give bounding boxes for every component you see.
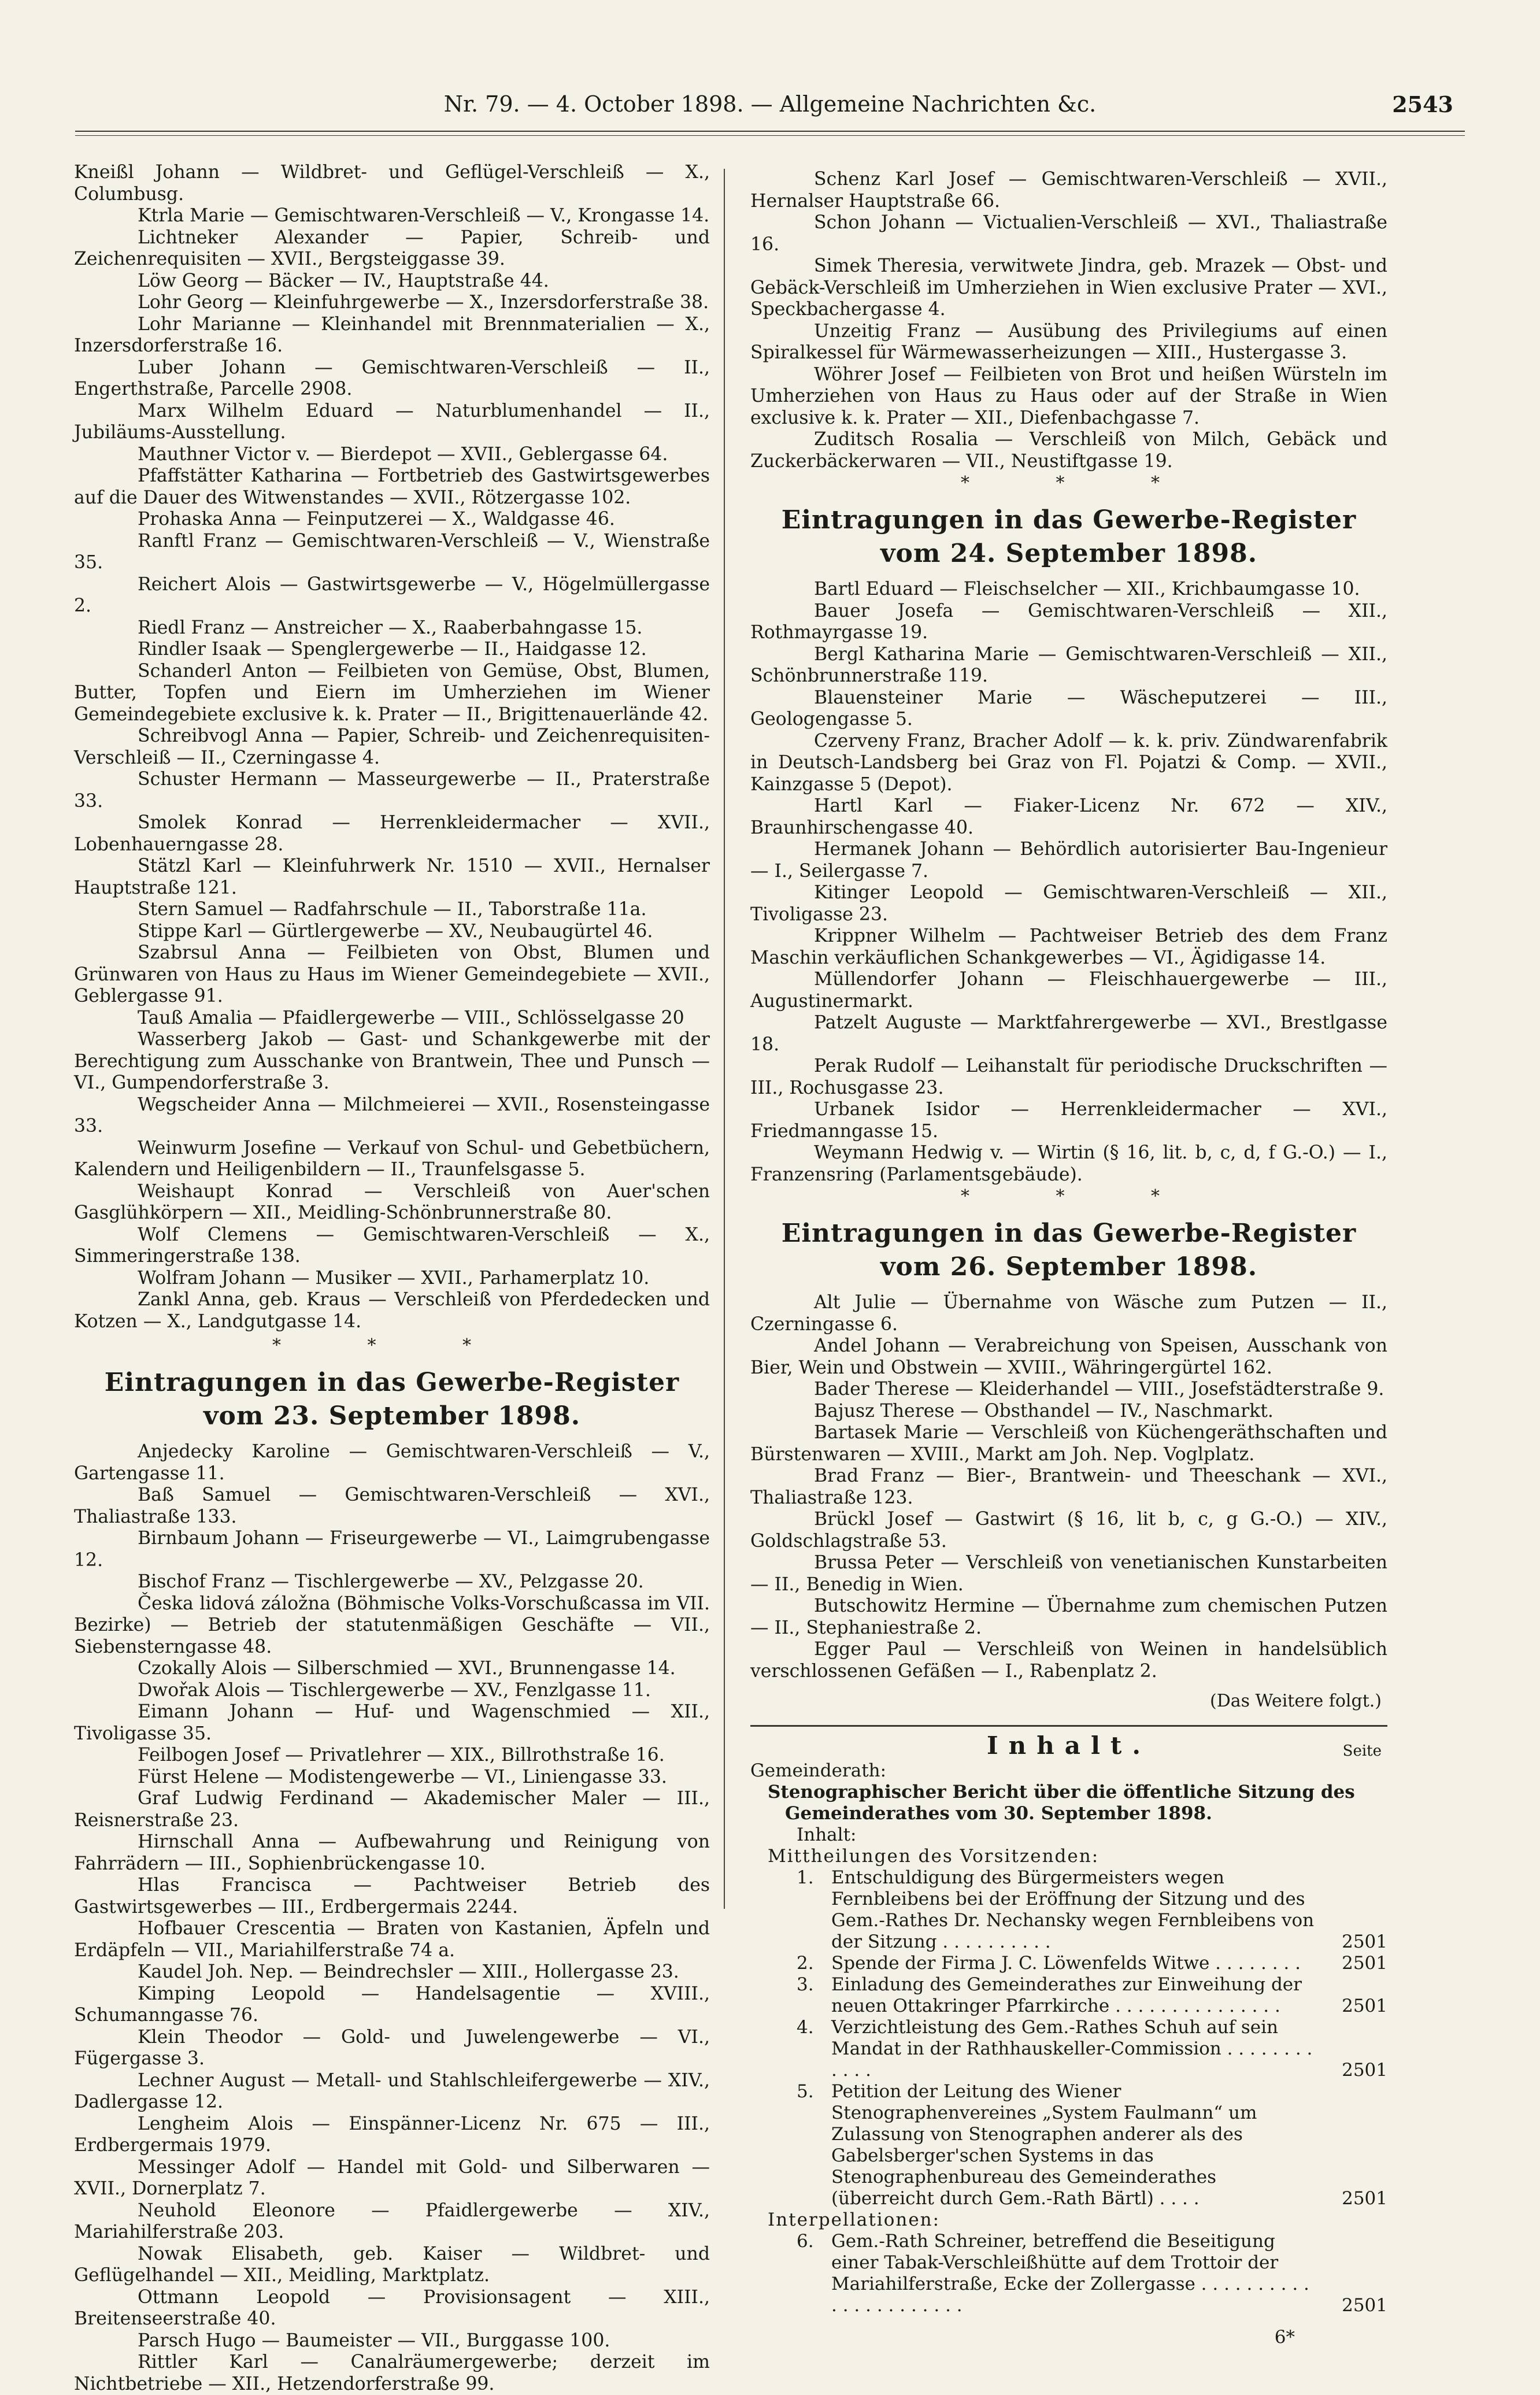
section-sep-26 bbox=[750, 1217, 1387, 1712]
list-item: Alt Julie — Übernahme von Wäsche zum Putzen — II., Czerningasse 6. bbox=[750, 1292, 1387, 1335]
list-item: Bader Therese — Kleiderhandel — VIII., Josefstädterstraße 9. bbox=[814, 1379, 1384, 1400]
list-item: Bauer Josefa — Gemischtwaren-Verschleiß — XII., Rothmayrgasse 19. bbox=[750, 600, 1387, 643]
left-entry-list bbox=[74, 162, 710, 1332]
list-item: Bajusz Therese — Obsthandel — IV., Naschmarkt. bbox=[814, 1400, 1274, 1422]
section-title-line: Eintragungen in das Gewerbe-Register bbox=[104, 1368, 680, 1397]
list-item: Weinwurm Josefine — Verkauf von Schul- und Gebetbüchern, Kalendern und Heiligenbildern — II., Traunfelsgasse 5. bbox=[74, 1137, 710, 1180]
section-title bbox=[74, 1366, 710, 1433]
toc-item-number: 3. bbox=[797, 1974, 814, 1995]
list-item: Hartl Karl — Fiaker-Licenz Nr. 672 — XIV., Braunhirschengasse 40. bbox=[750, 795, 1387, 838]
toc-item-text: Petition der Leitung des Wiener Stenographenvereines „System Faulmann“ um Zulassung von Stenographen anderer als des Gabelsberger'schen Systems in das Stenographenbureau des Gemeinderathes (überreicht durch Gem.-Rath Bärtl) . . . . bbox=[831, 2081, 1257, 2209]
toc-item-number: 1. bbox=[797, 1867, 814, 1888]
list-item: Urbanek Isidor — Herrenkleidermacher — XVI., Friedmanngasse 15. bbox=[750, 1099, 1387, 1142]
list-item: Zankl Anna, geb. Kraus — Verschleiß von Pferdedecken und Kotzen — X., Landgutgasse 14. bbox=[74, 1289, 710, 1332]
list-item: Parsch Hugo — Baumeister — VII., Burggasse 100. bbox=[138, 2330, 610, 2351]
section-title bbox=[750, 504, 1387, 571]
page-header bbox=[69, 87, 1471, 127]
table-of-contents bbox=[750, 1731, 1387, 2348]
list-item: Mauthner Victor v. — Bierdepot — XVII., Geblergasse 64. bbox=[138, 443, 668, 465]
list-item: Reichert Alois — Gastwirtsgewerbe — V., Högelmüllergasse 2. bbox=[74, 573, 710, 616]
section-date: vom 26. September 1898. bbox=[880, 1252, 1258, 1282]
list-item: Löw Georg — Bäcker — IV., Hauptstraße 44. bbox=[138, 270, 549, 291]
list-item: Schreibvogl Anna — Papier, Schreib- und Zeichenrequisiten-Verschleiß — II., Czerningasse 4. bbox=[74, 725, 710, 768]
list-item: Szabrsul Anna — Feilbieten von Obst, Blumen und Grünwaren von Haus zu Haus im Wiener Gemeindegebiete — XVII., Geblergasse 91. bbox=[74, 942, 710, 1006]
toc-item bbox=[797, 2081, 1387, 2209]
list-item: Schenz Karl Josef — Gemischtwaren-Verschleiß — XVII., Hernalser Hauptstraße 66. bbox=[750, 169, 1387, 212]
list-item: Ottmann Leopold — Provisionsagent — XIII., Breitenseerstraße 40. bbox=[74, 2286, 710, 2329]
list-item: Wegscheider Anna — Milchmeierei — XVII., Rosensteingasse 33. bbox=[74, 1094, 710, 1137]
toc-item-page: 2501 bbox=[1342, 2059, 1387, 2081]
toc-item-page: 2501 bbox=[1342, 1931, 1387, 1952]
section-separator: * * * bbox=[272, 1335, 512, 1356]
list-item: Česka lidová záložna (Böhmische Volks-Vorschußcassa im VII. Bezirke) — Betrieb der statutenmäßigen Geschäfte — VII., Siebensterngasse 48. bbox=[74, 1593, 710, 1657]
toc-item-number: 6. bbox=[797, 2230, 814, 2252]
toc-inhalt: Inhalt: bbox=[797, 1824, 857, 1845]
list-item: Pfaffstätter Katharina — Fortbetrieb des Gastwirtsgewerbes auf die Dauer des Witwenstandes — XVII., Rötzergasse 102. bbox=[74, 465, 710, 508]
continued-note: (Das Weitere folgt.) bbox=[1209, 1691, 1382, 1711]
list-item: Stern Samuel — Radfahrschule — II., Taborstraße 11a. bbox=[138, 899, 647, 920]
list-item: Wasserberg Jakob — Gast- und Schankgewerbe mit der Berechtigung zum Ausschanke von Brantwein, Thee und Punsch — VI., Gumpendorferstraße 3. bbox=[74, 1029, 710, 1093]
list-item: Birnbaum Johann — Friseurgewerbe — VI., Laimgrubengasse 12. bbox=[74, 1528, 710, 1571]
list-item: Marx Wilhelm Eduard — Naturblumenhandel — II., Jubiläums-Ausstellung. bbox=[74, 400, 710, 443]
list-item: Lechner August — Metall- und Stahlschleifergewerbe — XIV., Dadlergasse 12. bbox=[74, 2070, 710, 2112]
header-line: Nr. 79. — 4. October 1898. — Allgemeine Nachrichten &c. bbox=[443, 91, 1097, 117]
list-item: Luber Johann — Gemischtwaren-Verschleiß — II., Engerthstraße, Parcelle 2908. bbox=[74, 357, 710, 399]
right-column bbox=[750, 169, 1387, 2348]
right-entry-list bbox=[750, 169, 1387, 472]
list-item: Egger Paul — Verschleiß von Weinen in handelsüblich verschlossenen Gefäßen — I., Rabenplatz 2. bbox=[750, 1639, 1387, 1682]
list-item: Brussa Peter — Verschleiß von venetianischen Kunstarbeiten — II., Benedig in Wien. bbox=[750, 1552, 1387, 1595]
list-item: Lohr Georg — Kleinfuhrgewerbe — X., Inzersdorferstraße 38. bbox=[138, 292, 709, 313]
toc-item-page: 2501 bbox=[1342, 2294, 1387, 2316]
toc-item-page: 2501 bbox=[1342, 1995, 1387, 2016]
list-item: Klein Theodor — Gold- und Juwelengewerbe — VI., Fügergasse 3. bbox=[74, 2026, 710, 2069]
section-sep-24 bbox=[750, 504, 1387, 1186]
list-item: Messinger Adolf — Handel mit Gold- und Silberwaren — XVII., Dornerplatz 7. bbox=[74, 2156, 710, 2199]
toc-bericht: Stenographischer Bericht über die öffentliche Sitzung des Gemeinderathes vom 30. September 1898. bbox=[768, 1781, 1355, 1824]
list-item: Kneißl Johann — Wildbret- und Geflügel-Verschleiß — X., Columbusg. bbox=[74, 162, 710, 205]
page-number: 2543 bbox=[1392, 91, 1453, 117]
list-item: Kimping Leopold — Handelsagentie — XVIII., Schumanngasse 76. bbox=[74, 1983, 710, 2026]
list-item: Feilbogen Josef — Privatlehrer — XIX., Billrothstraße 16. bbox=[138, 1745, 665, 1765]
toc-interpellationen: Interpellationen: bbox=[768, 2209, 941, 2230]
list-item: Simek Theresia, verwitwete Jindra, geb. Mrazek — Obst- und Gebäck-Verschleiß im Umherziehen in Wien exclusive Prater — XVI., Speckbachergasse 4. bbox=[750, 256, 1387, 320]
list-item: Wöhrer Josef — Feilbieten von Brot und heißen Würsteln im Umherziehen von Haus zu Haus oder auf der Straße in Wien exclusive k. k. Prater — XII., Diefenbachgasse 7. bbox=[750, 364, 1387, 428]
list-item: Weishaupt Konrad — Verschleiß von Auer'schen Gasglühkörpern — XII., Meidling-Schönbrunnerstraße 80. bbox=[74, 1180, 710, 1223]
toc-rule bbox=[750, 1725, 1387, 1727]
toc-item-text: Spende der Firma J. C. Löwenfelds Witwe . . . . . . . . bbox=[831, 1952, 1301, 1974]
list-item: Rindler Isaak — Spenglergewerbe — II., Haidgasse 12. bbox=[138, 639, 647, 660]
toc-item-text: Gem.-Rath Schreiner, betreffend die Beseitigung einer Tabak-Verschleißhütte auf dem Trottoir der Mariahilferstraße, Ecke der Zollergasse . . . . . . . . . . . . . . . . . . . . . . bbox=[831, 2230, 1309, 2316]
list-item: Wolf Clemens — Gemischtwaren-Verschleiß — X., Simmeringerstraße 138. bbox=[74, 1224, 710, 1267]
list-item: Nowak Elisabeth, geb. Kaiser — Wildbret- und Geflügelhandel — XII., Meidling, Marktplatz. bbox=[74, 2243, 710, 2286]
section-date: vom 23. September 1898. bbox=[203, 1401, 581, 1431]
toc-item-number: 4. bbox=[797, 2016, 814, 2038]
toc-item-text: Entschuldigung des Bürgermeisters wegen Fernbleibens bei der Eröffnung der Sitzung und des Gem.-Rathes Dr. Nechansky wegen Fernbleibens von der Sitzung . . . . . . . . . . bbox=[831, 1867, 1315, 1952]
list-item: Hlas Francisca — Pachtweiser Betrieb des Gastwirtsgewerbes — III., Erdbergermais 2244. bbox=[74, 1875, 710, 1918]
toc-item-text: Verzichtleistung des Gem.-Rathes Schuh auf sein Mandat in der Rathhauskeller-Commission . . . . . . . . . . . . bbox=[831, 2016, 1313, 2081]
section-title-line: Eintragungen in das Gewerbe-Register bbox=[781, 505, 1357, 535]
section-date: vom 24. September 1898. bbox=[880, 539, 1258, 568]
list-item: Bischof Franz — Tischlergewerbe — XV., Pelzgasse 20. bbox=[138, 1571, 644, 1592]
toc-item-text: Einladung des Gemeinderathes zur Einweihung der neuen Ottakringer Pfarrkirche . . . . . . . . . . . . . . . bbox=[831, 1974, 1302, 2016]
toc-item bbox=[797, 2231, 1387, 2316]
list-item: Patzelt Auguste — Marktfahrergewerbe — XVI., Brestlgasse 18. bbox=[750, 1012, 1387, 1055]
list-item: Hirnschall Anna — Aufbewahrung und Reinigung von Fahrrädern — III., Sophienbrückengasse 10. bbox=[74, 1831, 710, 1874]
list-item: Neuhold Eleonore — Pfaidlergewerbe — XIV., Mariahilferstraße 203. bbox=[74, 2200, 710, 2242]
list-item: Czokally Alois — Silberschmied — XVI., Brunnengasse 14. bbox=[138, 1658, 676, 1679]
list-item: Lengheim Alois — Einspänner-Licenz Nr. 675 — III., Erdbergermais 1979. bbox=[74, 2113, 710, 2156]
list-item: Hofbauer Crescentia — Braten von Kastanien, Äpfeln und Erdäpfeln — VII., Mariahilferstraße 74 a. bbox=[74, 1918, 710, 1961]
list-item: Krippner Wilhelm — Pachtweiser Betrieb des dem Franz Maschin verkäuflichen Schankgewerbes — VI., Ägidigasse 14. bbox=[750, 926, 1387, 968]
list-item: Prohaska Anna — Feinputzerei — X., Waldgasse 46. bbox=[138, 509, 615, 530]
section-separator: * * * bbox=[960, 473, 1201, 493]
list-item: Brückl Josef — Gastwirt (§ 16, lit b, c, g G.-O.) — XIV., Goldschlagstraße 53. bbox=[750, 1509, 1387, 1552]
list-item: Bartl Eduard — Fleischselcher — XII., Krichbaumgasse 10. bbox=[814, 579, 1360, 599]
list-item: Blauensteiner Marie — Wäscheputzerei — III., Geologengasse 5. bbox=[750, 687, 1387, 730]
list-item: Zuditsch Rosalia — Verschleiß von Milch, Gebäck und Zuckerbäckerwaren — VII., Neustiftgasse 19. bbox=[750, 429, 1387, 472]
list-item: Wolfram Johann — Musiker — XVII., Parhamerplatz 10. bbox=[138, 1267, 650, 1289]
list-item: Schon Johann — Victualien-Verschleiß — XVI., Thaliastraße 16. bbox=[750, 212, 1387, 255]
list-item: Rittler Karl — Canalräumergewerbe; derzeit im Nichtbetriebe — XII., Hetzendorferstraße 99. bbox=[74, 2352, 710, 2394]
list-item: Brad Franz — Bier-, Brantwein- und Theeschank — XVI., Thaliastraße 123. bbox=[750, 1465, 1387, 1508]
toc-title: Inhalt. bbox=[987, 1731, 1151, 1760]
list-item: Czerveny Franz, Bracher Adolf — k. k. priv. Zündwarenfabrik in Deutsch-Landsberg bei Graz von Fl. Pojatzi & Comp. — XVII., Kainzgasse 5 (Depot). bbox=[750, 730, 1387, 795]
list-item: Fürst Helene — Modistengewerbe — VI., Liniengasse 33. bbox=[138, 1766, 667, 1787]
toc-item bbox=[797, 1953, 1387, 1974]
list-item: Lichtneker Alexander — Papier, Schreib- und Zeichenrequisiten — XVII., Bergsteiggasse 39. bbox=[74, 227, 710, 269]
list-item: Dwořak Alois — Tischlergewerbe — XV., Fenzlgasse 11. bbox=[138, 1679, 651, 1701]
list-item: Schanderl Anton — Feilbieten von Gemüse, Obst, Blumen, Butter, Topfen und Eiern im Umherziehen im Wiener Gemeindegebiete exclusive k. k. Prater — II., Brigittenauerlände 42. bbox=[74, 660, 710, 725]
toc-gemeinderath: Gemeinderath: bbox=[750, 1760, 887, 1781]
list-item: Anjedecky Karoline — Gemischtwaren-Verschleiß — V., Gartengasse 11. bbox=[74, 1441, 710, 1484]
list-item: Schuster Hermann — Masseurgewerbe — II., Praterstraße 33. bbox=[74, 769, 710, 812]
left-column bbox=[74, 162, 710, 2395]
toc-item-number: 2. bbox=[797, 1952, 814, 1974]
list-item: Unzeitig Franz — Ausübung des Privilegiums auf einen Spiralkessel für Wärmewasserheizungen — XIII., Hustergasse 3. bbox=[750, 320, 1387, 363]
list-item: Kitinger Leopold — Gemischtwaren-Verschleiß — XII., Tivoligasse 23. bbox=[750, 882, 1387, 925]
list-item: Weymann Hedwig v. — Wirtin (§ 16, lit. b, c, d, f G.-O.) — I., Franzensring (Parlamentsgebäude). bbox=[750, 1142, 1387, 1185]
section-sep-23 bbox=[74, 1366, 710, 2395]
list-item: Baß Samuel — Gemischtwaren-Verschleiß — XVI., Thaliastraße 133. bbox=[74, 1485, 710, 1527]
toc-mittheilungen: Mittheilungen des Vorsitzenden: bbox=[768, 1845, 1100, 1867]
toc-item-number: 5. bbox=[797, 2081, 814, 2102]
toc-item-page: 2501 bbox=[1342, 1952, 1387, 1974]
list-item: Graf Ludwig Ferdinand — Akademischer Maler — III., Reisnerstraße 23. bbox=[74, 1788, 710, 1831]
list-item: Kaudel Joh. Nep. — Beindrechsler — XIII., Hollergasse 23. bbox=[138, 1961, 679, 1982]
list-item: Stippe Karl — Gürtlergewerbe — XV., Neubaugürtel 46. bbox=[138, 920, 653, 942]
toc-seite-label: Seite bbox=[1342, 1742, 1382, 1760]
list-item: Smolek Konrad — Herrenkleidermacher — XVII., Lobenhauerngasse 28. bbox=[74, 812, 710, 855]
list-item: Lohr Marianne — Kleinhandel mit Brennmaterialien — X., Inzersdorferstraße 16. bbox=[74, 313, 710, 356]
list-item: Riedl Franz — Anstreicher — X., Raaberbahngasse 15. bbox=[138, 617, 643, 638]
column-divider bbox=[724, 169, 725, 1909]
header-rule bbox=[75, 131, 1465, 136]
section-title bbox=[750, 1217, 1387, 1284]
list-item: Perak Rudolf — Leihanstalt für periodische Druckschriften — III., Rochusgasse 23. bbox=[750, 1056, 1387, 1098]
list-item: Bartasek Marie — Verschleiß von Küchengeräthschaften und Bürstenwaren — XVIII., Markt am Joh. Nep. Voglplatz. bbox=[750, 1422, 1387, 1465]
section-title-line: Eintragungen in das Gewerbe-Register bbox=[781, 1219, 1357, 1248]
list-item: Tauß Amalia — Pfaidlergewerbe — VIII., Schlösselgasse 20 bbox=[138, 1007, 684, 1028]
toc-item-page: 2501 bbox=[1342, 2187, 1387, 2209]
list-item: Eimann Johann — Huf- und Wagenschmied — XII., Tivoligasse 35. bbox=[74, 1701, 710, 1744]
section-separator: * * * bbox=[960, 1186, 1201, 1206]
list-item: Ktrla Marie — Gemischtwaren-Verschleiß — V., Krongasse 14. bbox=[138, 205, 710, 226]
list-item: Stätzl Karl — Kleinfuhrwerk Nr. 1510 — XVII., Hernalser Hauptstraße 121. bbox=[74, 856, 710, 898]
list-item: Butschowitz Hermine — Übernahme zum chemischen Putzen — II., Stephaniestraße 2. bbox=[750, 1596, 1387, 1638]
list-item: Müllendorfer Johann — Fleischhauergewerbe — III., Augustinermarkt. bbox=[750, 969, 1387, 1012]
list-item: Bergl Katharina Marie — Gemischtwaren-Verschleiß — XII., Schönbrunnerstraße 119. bbox=[750, 643, 1387, 686]
toc-item bbox=[797, 1974, 1387, 2017]
toc-item bbox=[797, 2017, 1387, 2081]
list-item: Hermanek Johann — Behördlich autorisierter Bau-Ingenieur — I., Seilergasse 7. bbox=[750, 839, 1387, 882]
toc-item bbox=[797, 1867, 1387, 1953]
list-item: Ranftl Franz — Gemischtwaren-Verschleiß — V., Wienstraße 35. bbox=[74, 530, 710, 573]
signature-mark: 6* bbox=[1274, 2326, 1295, 2348]
toc-header bbox=[750, 1731, 1387, 1760]
list-item: Andel Johann — Verabreichung von Speisen, Ausschank von Bier, Wein und Obstwein — XVIII., Währingergürtel 162. bbox=[750, 1335, 1387, 1378]
